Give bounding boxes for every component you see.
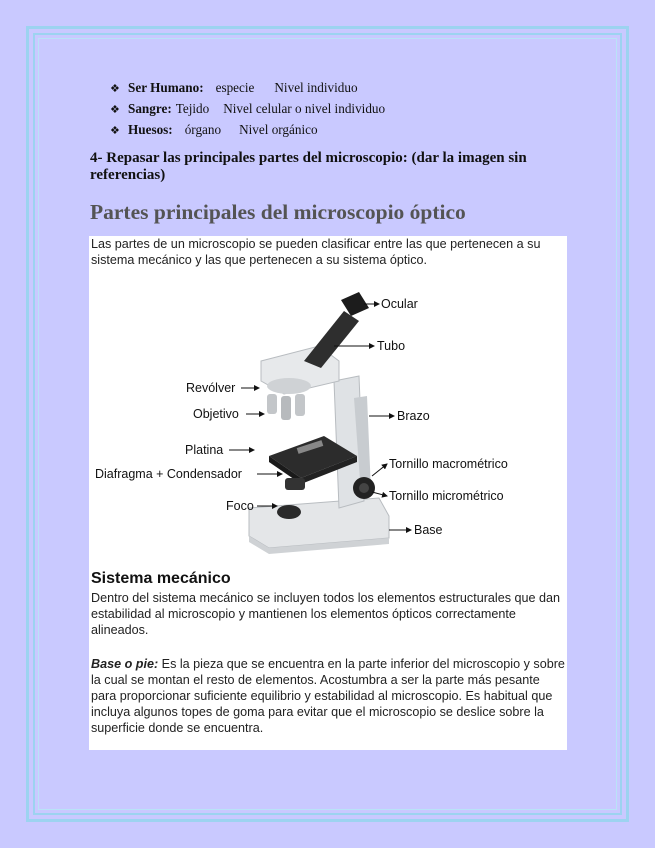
label-foco: Foco [226,499,254,513]
base-description: Es la pieza que se encuentra en la parte inferior del microscopio y sobre la cual se montan el resto de elementos. Acostumbra a ser la parte más pesante para proporcionar suficiente equilibrio y estabilidad al microscopio. Es habitual que incluya algunos topes de goma para evitar que el microscopio se deslice sobre la superficie donde se encuentra. [91,657,565,735]
condenser [285,478,305,490]
base-term: Base o pie: [91,657,159,671]
bullet-term: Ser Humano: [128,80,204,95]
label-objetivo: Objetivo [193,407,239,421]
micro-leader [372,492,387,496]
mechanical-system-heading: Sistema mecánico [91,570,231,587]
macro-leader [372,464,387,476]
objective-lenses [267,394,305,420]
bullet-value: Tejido [175,101,210,116]
list-item [110,99,385,120]
question-text: 4- Repasar las principales partes del microscopio: (dar la imagen sin referencias) [90,150,527,183]
mechanical-system-paragraph: Dentro del sistema mecánico se incluyen todos los elementos estructurales que dan estabilidad al microscopio y mantienen los elementos ópticos correctamente alineados. [91,591,561,637]
label-base: Base [414,523,443,537]
label-micro: Tornillo micrométrico [389,489,504,503]
microscope-diagram [89,286,567,571]
list-item [110,78,385,99]
label-ocular: Ocular [381,297,418,311]
label-revolver: Revólver [186,381,236,395]
label-platina: Platina [185,443,224,457]
label-macro: Tornillo macrométrico [389,457,508,471]
content-panel [89,236,567,750]
diamond-bullet-icon: ❖ [110,125,120,137]
bullet-value: órgano [184,122,222,137]
bullet-list [110,78,385,141]
diamond-bullet-icon: ❖ [110,83,120,95]
bullet-term: Huesos: [128,122,173,137]
base-paragraph [91,656,565,736]
bullet-level: Nivel orgánico [239,122,318,137]
label-tubo: Tubo [377,339,406,353]
bullet-level: Nivel individuo [274,80,358,95]
bullet-value: especie [215,80,255,95]
bullet-level: Nivel celular o nivel individuo [223,101,386,116]
section-heading: Partes principales del microscopio óptico [90,200,466,224]
microscope-tube [304,292,369,368]
label-brazo: Brazo [397,409,430,423]
list-item [110,120,385,141]
intro-paragraph: Las partes de un microscopio se pueden clasificar entre las que pertenecen a su sistema mecánico y las que pertenecen a su sistema óptico. [91,237,541,267]
label-diafragma: Diafragma + Condensador [95,467,242,481]
diamond-bullet-icon: ❖ [110,104,120,116]
bullet-term: Sangre: [128,101,172,116]
